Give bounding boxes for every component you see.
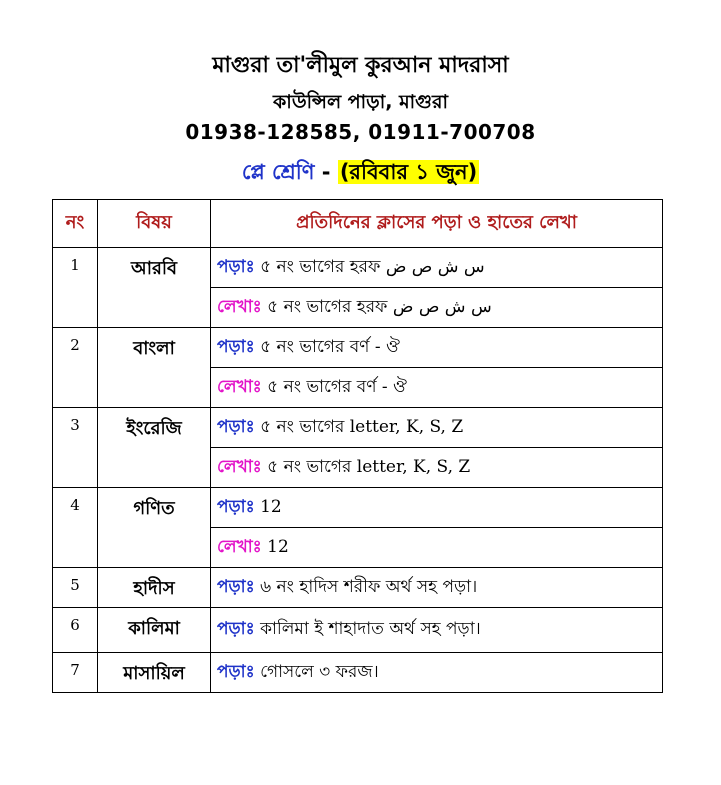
write-text: ৫ নং ভাগের হরফ س ش ص ض: [261, 296, 492, 317]
read-text: কালিমা ই শাহাদাত অর্থ সহ পড়া।: [254, 619, 481, 639]
row-number: 1: [53, 248, 98, 328]
write-cell: [211, 368, 663, 408]
table-header-row: [53, 200, 663, 248]
class-date-line: [0, 156, 721, 191]
read-text: গোসলে ৩ ফরজ।: [254, 661, 379, 682]
header-subject: বিষয়: [98, 200, 211, 248]
row-subject: ইংরেজি: [98, 408, 211, 488]
write-label: লেখাঃ: [217, 296, 262, 317]
read-text: ৬ নং হাদিস শরীফ অর্থ সহ পড়া।: [254, 576, 478, 597]
row-subject: আরবি: [98, 248, 211, 328]
read-label: পড়াঃ: [217, 496, 255, 517]
read-label: পড়াঃ: [217, 661, 255, 682]
table-row: [53, 653, 663, 693]
read-text: ৫ নং ভাগের হরফ س ش ص ض: [254, 256, 485, 277]
read-label: পড়াঃ: [217, 576, 255, 597]
read-cell: [211, 248, 663, 288]
read-cell: [211, 488, 663, 528]
row-subject: গণিত: [98, 488, 211, 568]
read-cell: [211, 653, 663, 693]
read-cell: [211, 608, 663, 653]
write-cell: [211, 288, 663, 328]
school-title: মাগুরা তা'লীমুল কুরআন মাদরাসা: [212, 53, 509, 78]
row-number: 3: [53, 408, 98, 488]
row-number: 2: [53, 328, 98, 408]
header-lesson: প্রতিদিনের ক্লাসের পড়া ও হাতের লেখা: [211, 200, 663, 248]
write-label: লেখাঃ: [217, 456, 262, 477]
read-label: পড়াঃ: [217, 336, 255, 357]
write-text: 12: [261, 536, 289, 557]
lesson-table: [52, 199, 663, 693]
table-row: [53, 408, 663, 448]
table-row: [53, 248, 663, 288]
row-number: 4: [53, 488, 98, 568]
read-text: ৫ নং ভাগের বর্ণ - ঔ: [254, 336, 400, 357]
header-number: নং: [53, 200, 98, 248]
table-row: [53, 328, 663, 368]
school-address: কাউন্সিল পাড়া, মাগুরা: [273, 91, 448, 113]
read-label: পড়াঃ: [217, 619, 255, 639]
row-number: 6: [53, 608, 98, 653]
write-text: ৫ নং ভাগের letter, K, S, Z: [261, 456, 471, 477]
row-number: 5: [53, 568, 98, 608]
read-label: পড়াঃ: [217, 416, 255, 437]
write-cell: [211, 528, 663, 568]
row-subject: বাংলা: [98, 328, 211, 408]
row-subject: হাদীস: [98, 568, 211, 608]
table-row: [53, 488, 663, 528]
table-row: [53, 608, 663, 653]
write-label: লেখাঃ: [217, 376, 262, 397]
write-label: লেখাঃ: [217, 536, 262, 557]
class-name: প্লে শ্রেণি: [241, 160, 315, 184]
read-cell: [211, 328, 663, 368]
date-label: (রবিবার ১ জুন): [339, 160, 478, 184]
write-text: ৫ নং ভাগের বর্ণ - ঔ: [261, 376, 408, 397]
write-cell: [211, 448, 663, 488]
read-label: পড়াঃ: [217, 256, 255, 277]
row-number: 7: [53, 653, 98, 693]
row-subject: মাসায়িল: [98, 653, 211, 693]
row-subject: কালিমা: [98, 608, 211, 653]
read-text: 12: [254, 496, 282, 517]
phone-numbers: 01938-128585, 01911-700708: [185, 120, 536, 144]
separator-dash: -: [314, 160, 338, 184]
read-cell: [211, 408, 663, 448]
table-row: [53, 568, 663, 608]
read-text: ৫ নং ভাগের letter, K, S, Z: [254, 416, 464, 437]
read-cell: [211, 568, 663, 608]
